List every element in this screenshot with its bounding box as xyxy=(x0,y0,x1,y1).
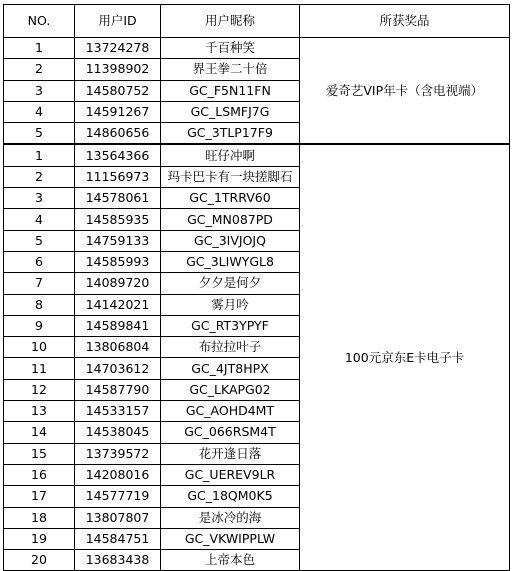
winners-table xyxy=(3,4,510,571)
user-id-cell: 14860656 xyxy=(75,123,161,145)
row-number-cell: 12 xyxy=(4,379,75,400)
user-id-cell: 13683438 xyxy=(75,550,161,571)
user-id-cell: 14538045 xyxy=(75,422,161,443)
row-number-cell: 2 xyxy=(4,166,75,187)
nickname-cell: 上帝本色 xyxy=(161,550,300,571)
nickname-cell: 夕夕是何夕 xyxy=(161,273,300,294)
user-id-cell: 14587790 xyxy=(75,379,161,400)
row-number-cell: 13 xyxy=(4,401,75,422)
header-user-id: 用户ID xyxy=(75,5,161,38)
row-number-cell: 7 xyxy=(4,273,75,294)
user-id-cell: 14591267 xyxy=(75,101,161,122)
user-id-cell: 14578061 xyxy=(75,188,161,209)
nickname-cell: GC_F5N11FN xyxy=(161,80,300,101)
nickname-cell: GC_UEREV9LR xyxy=(161,464,300,485)
row-number-cell: 5 xyxy=(4,230,75,251)
row-number-cell: 1 xyxy=(4,144,75,166)
nickname-cell: 界王拳二十倍 xyxy=(161,59,300,80)
row-number-cell: 20 xyxy=(4,550,75,571)
user-id-cell: 14703612 xyxy=(75,358,161,379)
nickname-cell: GC_18QM0K5 xyxy=(161,486,300,507)
user-id-cell: 14589841 xyxy=(75,315,161,336)
user-id-cell: 13739572 xyxy=(75,443,161,464)
row-number-cell: 2 xyxy=(4,59,75,80)
nickname-cell: GC_1TRRV60 xyxy=(161,188,300,209)
user-id-cell: 14577719 xyxy=(75,486,161,507)
row-number-cell: 10 xyxy=(4,337,75,358)
user-id-cell: 14533157 xyxy=(75,401,161,422)
row-number-cell: 3 xyxy=(4,80,75,101)
user-id-cell: 14208016 xyxy=(75,464,161,485)
nickname-cell: GC_3TLP17F9 xyxy=(161,123,300,145)
nickname-cell: GC_MN087PD xyxy=(161,209,300,230)
nickname-cell: 旺仔冲啊 xyxy=(161,144,300,166)
nickname-cell: GC_4JT8HPX xyxy=(161,358,300,379)
row-number-cell: 4 xyxy=(4,101,75,122)
nickname-cell: GC_3IVJOJQ xyxy=(161,230,300,251)
row-number-cell: 4 xyxy=(4,209,75,230)
nickname-cell: 玛卡巴卡有一块搓脚石 xyxy=(161,166,300,187)
user-id-cell: 14759133 xyxy=(75,230,161,251)
nickname-cell: 雾月吟 xyxy=(161,294,300,315)
user-id-cell: 13724278 xyxy=(75,38,161,59)
nickname-cell: GC_3LIWYGL8 xyxy=(161,251,300,272)
header-prize: 所获奖品 xyxy=(300,5,510,38)
user-id-cell: 11398902 xyxy=(75,59,161,80)
table-row xyxy=(4,38,510,59)
nickname-cell: 花开逢日落 xyxy=(161,443,300,464)
nickname-cell: GC_LSMFJ7G xyxy=(161,101,300,122)
user-id-cell: 14584751 xyxy=(75,528,161,549)
row-number-cell: 5 xyxy=(4,123,75,145)
row-number-cell: 17 xyxy=(4,486,75,507)
header-no: NO. xyxy=(4,5,75,38)
row-number-cell: 11 xyxy=(4,358,75,379)
user-id-cell: 13564366 xyxy=(75,144,161,166)
nickname-cell: 是冰冷的海 xyxy=(161,507,300,528)
row-number-cell: 3 xyxy=(4,188,75,209)
row-number-cell: 1 xyxy=(4,38,75,59)
user-id-cell: 14585993 xyxy=(75,251,161,272)
user-id-cell: 14089720 xyxy=(75,273,161,294)
nickname-cell: GC_066RSM4T xyxy=(161,422,300,443)
table-header-row xyxy=(4,5,510,38)
user-id-cell: 11156973 xyxy=(75,166,161,187)
table-body xyxy=(4,38,510,571)
user-id-cell: 14580752 xyxy=(75,80,161,101)
nickname-cell: 千百种笑 xyxy=(161,38,300,59)
user-id-cell: 13806804 xyxy=(75,337,161,358)
nickname-cell: 布拉拉叶子 xyxy=(161,337,300,358)
user-id-cell: 13807807 xyxy=(75,507,161,528)
nickname-cell: GC_AOHD4MT xyxy=(161,401,300,422)
prize-cell: 100元京东E卡电子卡 xyxy=(300,144,510,570)
row-number-cell: 16 xyxy=(4,464,75,485)
row-number-cell: 15 xyxy=(4,443,75,464)
row-number-cell: 6 xyxy=(4,251,75,272)
nickname-cell: GC_LKAPG02 xyxy=(161,379,300,400)
user-id-cell: 14142021 xyxy=(75,294,161,315)
winners-table-container xyxy=(3,4,510,571)
user-id-cell: 14585935 xyxy=(75,209,161,230)
header-nickname: 用户昵称 xyxy=(161,5,300,38)
row-number-cell: 14 xyxy=(4,422,75,443)
row-number-cell: 8 xyxy=(4,294,75,315)
prize-cell: 爱奇艺VIP年卡（含电视端） xyxy=(300,38,510,145)
row-number-cell: 9 xyxy=(4,315,75,336)
table-row xyxy=(4,144,510,166)
row-number-cell: 19 xyxy=(4,528,75,549)
nickname-cell: GC_VKWIPPLW xyxy=(161,528,300,549)
row-number-cell: 18 xyxy=(4,507,75,528)
nickname-cell: GC_RT3YPYF xyxy=(161,315,300,336)
